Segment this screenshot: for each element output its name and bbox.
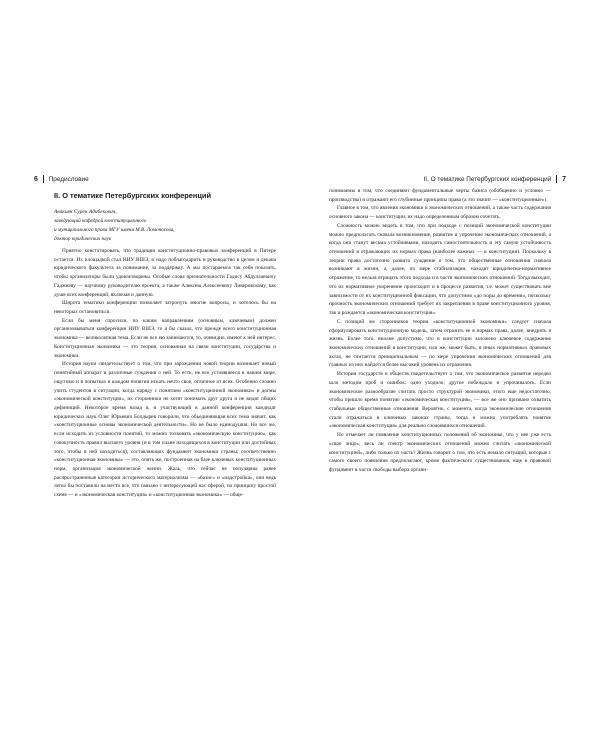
divider	[556, 175, 557, 183]
running-head-right	[424, 175, 566, 183]
running-head-left	[34, 175, 89, 183]
paragraph: Главное в том, что явления экономики и экономических отношений, а также часть содержания основного закона — конституции, их надо определенным образом сочетать.	[329, 205, 551, 221]
paragraph: Сложность можно видеть в том, что при подходе с позиций экономической конституции можно предполагать сначала возникновение, развитие и упрочение экономических отношений, а когда они станут весьма устойчивыми, находить самостоятельность и эту самую устойчивость отношений в отражающих их нормах права (наиболее важных — в конституции). Поскольку в теории права достаточно развито суждение о том, что общественные отношения сначала возникают в жизни, а, далее, по мере стабилизации, находят юридическо-нормативное отражение, то нельзя отрицать этого подхода и в части экономических отношений. Тогда выходит, что их нормативное укоренение происходит и в процессе развития, т.е. может существовать вне зависимости от их конституционной фиксации, что допустимо «до поры до времени», поскольку прочность экономических отношений требует их закрепления в праве конституционного уровня, так и рождается «экономическая конституция».	[329, 222, 551, 317]
paragraph: Приятно констатировать, что традиции конституционно-правовых конференций в Питере остается. Их площадкой стал НИУ ВШЭ, и надо поблагодарить и руководство в целом и декана юридического факультета за понимание, за поддержку. А мы постараемся так себя показать, чтобы организаторы были удовлетворены. Особые слова признательности Гадису Абдуллаевичу Гаджиеву — научному руководителю проекта, а также Алексею Алексеевичу Ливеровскому, как душе всех конференций, включая и данную.	[54, 248, 276, 298]
paragraph-continued: понимаемы в том, что соединяют фундаментальные черты базиса (обобщенно и условно — производства) и отражают его глубинные принципы права (а это значит — «конституционные»).	[329, 188, 551, 203]
divider	[43, 175, 44, 183]
paragraph: История науки свидетельствует о том, что при зарождении новой теории возникает новый понятийный аппарат и различные суждения о ней. То есть, не все устоявшееся в нашем мире, ощутимо и в попытках в каждом понятии искать нечто свое, отличное от всех. Особенно сложно учить студентов в ситуации, когда наряду с понятием «конституционной экономики» и догмы «экономической конституции», их сторонники не хотят понимать друг друга и не видят общих дефиниций. Некоторое время назад я, и участвующий в данной конференции кандидат юридических наук Олег Юрьевич Болдырев говорили, что объединяющая всех тема значит, как «конституционные основы экономической деятельности». Но не было единодушия. Но все же, если исходить из условности понятий, то можно толковать «экономическую конституцию», как совокупность правил высшего уровня (и в том плане находящихся в конституции или достойных того, чтобы в ней находиться), составляющих фундамент экономики страны; соответственно «конституционная экономика» — это, опять же, построенная на базе ключевых конституционных норм, организация экономической жизни. Жаль, что сейчас не популярны ранее распространенные категории исторического материализма — «базис» и «надстройка», они ведь легко бы поставили на место все, что связано с интересующей нас сферой, по принципу простой схеме — и «экономическая конституция» и «конституционная экономика» — обще-	[54, 361, 276, 499]
paragraph: Широта тематики конференции позволяет затронуть многие вопросы, и хотелось бы на некоторых остановиться.	[54, 300, 276, 316]
running-head-title-left: Предисловие	[48, 175, 89, 183]
author-affiliation-line: и муниципального права МГУ имени М.В. Ломоносова,	[54, 226, 175, 233]
running-head-title-right: II. О тематике Петербургских конференций	[423, 175, 552, 183]
body-text-left	[54, 247, 276, 500]
author-degree-line: доктор юридических наук	[54, 235, 112, 242]
author-block	[54, 208, 284, 244]
right-page	[300, 0, 600, 750]
page-number-right: 7	[562, 175, 566, 183]
paragraph: Если бы меня спросили, по каким направлениям (основным, ключевым) должен организовываться конференции НИУ ВШЭ, то я бы сказал, что прежде всего конституционная экономика — великолепная тема. Если не все ею занимаются, то, очевидно, имеют к ней интерес. Конституционная экономика — это теория, основанная на связи конституции, государства и экономики.	[54, 317, 276, 359]
author-affiliation-line: заведующий кафедрой конституционного	[54, 217, 147, 224]
author-name: Авакьян Сурен Адибекович,	[54, 209, 117, 215]
paragraph: Но отмечает ли появление конституционных положений об экономике, что у нее уже есть «свое лицо», весь ли спектр экономических отношений можно считать «экономической конституцией», либо только их часть? Жизнь говорит о том, что есть немало ситуаций, которые с самого своего появления предполагают, кроме фактического существования, еще и правовой фундамент в части свободы выбора органи-	[329, 432, 551, 473]
page-number-left: 6	[34, 175, 38, 183]
paragraph: Истории государств и обществ свидетельствует о том, что экономическое развитие нередко шло методом проб и ошибок: одно уходило, другое побеждало и упрочивалось. Если экономическое разнообразие считать просто структурой экономики, этого еще недостаточно, чтобы пришло время понятию «экономическая конституция», — все же оно призвано охватить стабильные общественные отношения. Вероятно, с момента, когда экономические отношения стали отражаться в ключевых законах страны, тогда и можно употреблять понятие «экономическая конституция» для реально сложившихся отношений.	[329, 371, 551, 430]
paragraph: С позиций же сторонников теории «конституционной экономики» следует сначала сформулировать конституционную модель, затем отразить ее в нормах права, далее, внедрять в жизнь. Более того, вполне допустимо, что в конституции заложено ключевое содержание экономических отношений в конституции, или же, может быть, в иных нормативных правовых актах, не считается принципиальным — по мере упрочения экономических отношений для главных из них найдется более высокий уровень их отражения.	[329, 318, 551, 369]
body-text-right	[329, 187, 551, 475]
section-heading: II. О тематике Петербургских конференций	[54, 191, 211, 200]
